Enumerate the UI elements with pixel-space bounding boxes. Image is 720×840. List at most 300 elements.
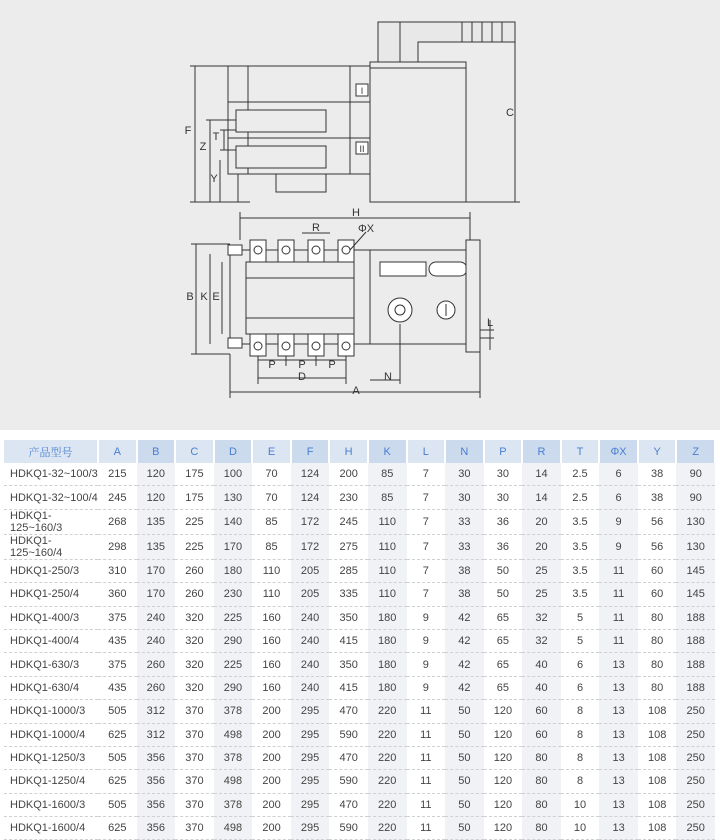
table-row	[4, 793, 715, 816]
dim-label-N: N	[384, 371, 392, 383]
dim-label-p2: P	[298, 359, 306, 371]
table-cell: 50	[445, 746, 484, 769]
table-cell: 415	[329, 676, 368, 699]
table-cell: 110	[368, 583, 407, 606]
cell-model: HDKQ1-1000/3	[4, 700, 98, 723]
table-cell: 108	[638, 770, 677, 793]
table-cell: 25	[522, 583, 561, 606]
table-cell: 130	[214, 486, 253, 509]
table-cell: 295	[291, 793, 330, 816]
header-9: L	[407, 440, 446, 463]
table-cell: 60	[638, 583, 677, 606]
table-cell: 30	[484, 486, 523, 509]
table-cell: 120	[484, 770, 523, 793]
table-cell: 56	[638, 509, 677, 534]
specification-table	[4, 440, 716, 840]
table-cell: 170	[214, 534, 253, 559]
table-cell: 3.5	[561, 534, 600, 559]
table-cell: 245	[329, 509, 368, 534]
table-cell: 80	[638, 676, 677, 699]
table-cell: 6	[599, 486, 638, 509]
table-cell: 90	[676, 486, 715, 509]
table-cell: 170	[137, 583, 176, 606]
table-cell: 13	[599, 723, 638, 746]
table-cell: 65	[484, 676, 523, 699]
dim-label-Z: Z	[199, 141, 207, 153]
header-10: N	[445, 440, 484, 463]
table-cell: 220	[368, 700, 407, 723]
table-cell: 120	[484, 817, 523, 840]
dim-label-F: F	[184, 125, 192, 137]
table-cell: 11	[407, 746, 446, 769]
table-cell: 295	[291, 700, 330, 723]
table-cell: 7	[407, 559, 446, 582]
table-cell: 240	[291, 653, 330, 676]
table-cell: 200	[252, 770, 291, 793]
table-cell: 80	[638, 629, 677, 652]
table-cell: 625	[98, 770, 137, 793]
table-cell: 360	[98, 583, 137, 606]
table-cell: 160	[252, 629, 291, 652]
table-cell: 275	[329, 534, 368, 559]
table-cell: 320	[175, 676, 214, 699]
table-cell: 38	[638, 463, 677, 486]
table-cell: 7	[407, 486, 446, 509]
table-cell: 90	[676, 463, 715, 486]
header-5: E	[252, 440, 291, 463]
table-cell: 85	[252, 534, 291, 559]
table-cell: 50	[445, 817, 484, 840]
header-13: T	[561, 440, 600, 463]
table-cell: 13	[599, 817, 638, 840]
cell-model: HDKQ1-1000/4	[4, 723, 98, 746]
table-row	[4, 746, 715, 769]
table-cell: 85	[252, 509, 291, 534]
table-cell: 260	[137, 653, 176, 676]
table-row	[4, 509, 715, 534]
table-cell: 370	[175, 700, 214, 723]
table-cell: 50	[445, 723, 484, 746]
table-cell: 36	[484, 509, 523, 534]
table-cell: 240	[291, 606, 330, 629]
table-cell: 505	[98, 700, 137, 723]
dim-label-T: T	[212, 131, 220, 143]
table-row	[4, 653, 715, 676]
table-cell: 30	[484, 463, 523, 486]
table-cell: 240	[137, 629, 176, 652]
table-row	[4, 463, 715, 486]
table-cell: 160	[252, 653, 291, 676]
table-cell: 80	[638, 653, 677, 676]
table-cell: 120	[137, 463, 176, 486]
table-cell: 180	[214, 559, 253, 582]
table-cell: 220	[368, 770, 407, 793]
dim-label-C: C	[506, 107, 514, 119]
header-3: C	[175, 440, 214, 463]
table-cell: 110	[368, 559, 407, 582]
table-cell: 470	[329, 746, 368, 769]
table-cell: 225	[214, 653, 253, 676]
table-cell: 13	[599, 770, 638, 793]
table-cell: 145	[676, 559, 715, 582]
table-cell: 42	[445, 653, 484, 676]
table-row	[4, 700, 715, 723]
table-cell: 124	[291, 463, 330, 486]
table-cell: 120	[484, 700, 523, 723]
table-cell: 120	[484, 723, 523, 746]
table-cell: 240	[291, 676, 330, 699]
table-cell: 32	[522, 606, 561, 629]
header-11: P	[484, 440, 523, 463]
table-cell: 2.5	[561, 463, 600, 486]
dim-label-A: A	[352, 385, 360, 397]
table-cell: 260	[175, 559, 214, 582]
table-cell: 250	[676, 746, 715, 769]
table-cell: 200	[329, 463, 368, 486]
table-cell: 5	[561, 629, 600, 652]
table-cell: 120	[484, 746, 523, 769]
table-row	[4, 723, 715, 746]
table-cell: 80	[638, 606, 677, 629]
table-row	[4, 559, 715, 582]
table-cell: 108	[638, 793, 677, 816]
table-cell: 32	[522, 629, 561, 652]
table-row	[4, 486, 715, 509]
table-cell: 6	[561, 676, 600, 699]
table-cell: 130	[676, 534, 715, 559]
table-cell: 65	[484, 653, 523, 676]
dim-label-K: K	[200, 291, 208, 303]
header-1: A	[98, 440, 137, 463]
table-cell: 268	[98, 509, 137, 534]
table-cell: 25	[522, 559, 561, 582]
table-cell: 14	[522, 486, 561, 509]
table-cell: 120	[484, 793, 523, 816]
cell-model: HDKQ1-250/3	[4, 559, 98, 582]
table-cell: 160	[252, 676, 291, 699]
table-cell: 320	[175, 653, 214, 676]
table-cell: 8	[561, 770, 600, 793]
table-row	[4, 770, 715, 793]
table-cell: 505	[98, 746, 137, 769]
table-cell: 38	[445, 559, 484, 582]
table-cell: 250	[676, 793, 715, 816]
table-cell: 240	[137, 606, 176, 629]
table-cell: 30	[445, 463, 484, 486]
table-cell: 200	[252, 817, 291, 840]
table-row	[4, 606, 715, 629]
header-8: K	[368, 440, 407, 463]
table-cell: 220	[368, 817, 407, 840]
table-cell: 110	[368, 534, 407, 559]
table-cell: 10	[561, 817, 600, 840]
table-cell: 370	[175, 746, 214, 769]
table-cell: 350	[329, 606, 368, 629]
table-cell: 13	[599, 653, 638, 676]
table-cell: 240	[291, 629, 330, 652]
table-cell: 335	[329, 583, 368, 606]
table-cell: 350	[329, 653, 368, 676]
table-cell: 230	[214, 583, 253, 606]
table-cell: 42	[445, 676, 484, 699]
table-cell: 135	[137, 534, 176, 559]
table-cell: 245	[98, 486, 137, 509]
table-cell: 188	[676, 653, 715, 676]
table-cell: 356	[137, 770, 176, 793]
table-cell: 50	[445, 700, 484, 723]
side-view	[190, 22, 520, 202]
table-cell: 215	[98, 463, 137, 486]
table-cell: 498	[214, 770, 253, 793]
table-cell: 320	[175, 606, 214, 629]
table-cell: 140	[214, 509, 253, 534]
table-cell: 435	[98, 676, 137, 699]
table-cell: 356	[137, 817, 176, 840]
table-cell: 188	[676, 629, 715, 652]
table-cell: 108	[638, 700, 677, 723]
front-view	[191, 212, 494, 398]
table-cell: 200	[252, 723, 291, 746]
table-cell: 5	[561, 606, 600, 629]
table-cell: 172	[291, 534, 330, 559]
table-cell: 298	[98, 534, 137, 559]
table-cell: 65	[484, 606, 523, 629]
table-row	[4, 583, 715, 606]
dim-label-E: E	[212, 291, 220, 303]
table-cell: 6	[561, 653, 600, 676]
table-cell: 250	[676, 700, 715, 723]
table-cell: 9	[407, 676, 446, 699]
table-cell: 110	[252, 559, 291, 582]
table-cell: 70	[252, 463, 291, 486]
table-cell: 8	[561, 700, 600, 723]
table-cell: 175	[175, 463, 214, 486]
table-cell: 7	[407, 463, 446, 486]
table-cell: 11	[407, 723, 446, 746]
table-cell: 180	[368, 629, 407, 652]
table-cell: 110	[252, 583, 291, 606]
header-12: R	[522, 440, 561, 463]
table-cell: 108	[638, 817, 677, 840]
table-cell: 160	[252, 606, 291, 629]
table-cell: 85	[368, 486, 407, 509]
header-4: D	[214, 440, 253, 463]
table-cell: 13	[599, 793, 638, 816]
cell-model: HDKQ1-32~100/4	[4, 486, 98, 509]
table-cell: 13	[599, 746, 638, 769]
table-cell: 6	[599, 463, 638, 486]
table-cell: 60	[522, 723, 561, 746]
table-cell: 145	[676, 583, 715, 606]
table-cell: 590	[329, 817, 368, 840]
table-cell: 38	[445, 583, 484, 606]
table-cell: 312	[137, 723, 176, 746]
table-cell: 14	[522, 463, 561, 486]
table-cell: 50	[484, 583, 523, 606]
table-cell: 3.5	[561, 509, 600, 534]
table-cell: 11	[407, 793, 446, 816]
table-cell: 80	[522, 770, 561, 793]
table-cell: 180	[368, 653, 407, 676]
table-cell: 9	[599, 534, 638, 559]
table-cell: 85	[368, 463, 407, 486]
table-cell: 378	[214, 700, 253, 723]
table-cell: 295	[291, 723, 330, 746]
dim-label-R: R	[312, 222, 320, 234]
table-cell: 295	[291, 817, 330, 840]
table-cell: 220	[368, 793, 407, 816]
cell-model: HDKQ1-250/4	[4, 583, 98, 606]
table-cell: 220	[368, 723, 407, 746]
table-cell: 172	[291, 509, 330, 534]
table-cell: 225	[175, 534, 214, 559]
table-cell: 370	[175, 770, 214, 793]
table-cell: 378	[214, 746, 253, 769]
table-cell: 38	[638, 486, 677, 509]
table-cell: 225	[214, 606, 253, 629]
table-cell: 8	[561, 746, 600, 769]
table-cell: 50	[445, 793, 484, 816]
table-cell: 3.5	[561, 583, 600, 606]
cell-model: HDKQ1-1250/3	[4, 746, 98, 769]
table-cell: 42	[445, 629, 484, 652]
table-cell: 130	[676, 509, 715, 534]
table-cell: 220	[368, 746, 407, 769]
cell-model: HDKQ1-32~100/3	[4, 463, 98, 486]
table-cell: 11	[599, 629, 638, 652]
table-cell: 625	[98, 817, 137, 840]
table-cell: 370	[175, 793, 214, 816]
table-cell: 11	[407, 700, 446, 723]
dim-label-H: H	[352, 207, 360, 219]
table-cell: 11	[407, 770, 446, 793]
table-cell: 375	[98, 653, 137, 676]
table-cell: 175	[175, 486, 214, 509]
table-cell: 30	[445, 486, 484, 509]
table-cell: 9	[407, 629, 446, 652]
table-cell: 8	[561, 723, 600, 746]
cell-model: HDKQ1-630/4	[4, 676, 98, 699]
table-cell: 11	[599, 559, 638, 582]
dim-label-D: D	[298, 371, 306, 383]
cell-model: HDKQ1-1600/4	[4, 817, 98, 840]
header-15: Y	[638, 440, 677, 463]
table-cell: 56	[638, 534, 677, 559]
table-cell: 295	[291, 746, 330, 769]
table-cell: 70	[252, 486, 291, 509]
table-cell: 470	[329, 793, 368, 816]
table-cell: 498	[214, 817, 253, 840]
table-cell: 290	[214, 676, 253, 699]
cell-model: HDKQ1-125~160/3	[4, 509, 98, 534]
table-row	[4, 629, 715, 652]
table-cell: 13	[599, 700, 638, 723]
header-16: Z	[676, 440, 715, 463]
table-cell: 370	[175, 817, 214, 840]
header-14: ΦX	[599, 440, 638, 463]
table-cell: 260	[175, 583, 214, 606]
table-cell: 20	[522, 534, 561, 559]
table-cell: 2.5	[561, 486, 600, 509]
table-cell: 65	[484, 629, 523, 652]
table-cell: 108	[638, 746, 677, 769]
table-cell: 320	[175, 629, 214, 652]
table-cell: 470	[329, 700, 368, 723]
table-cell: 40	[522, 676, 561, 699]
table-body	[4, 463, 715, 840]
table-row	[4, 676, 715, 699]
header-2: B	[137, 440, 176, 463]
table-cell: 205	[291, 583, 330, 606]
table-cell: 108	[638, 723, 677, 746]
table-cell: 295	[291, 770, 330, 793]
dim-label-p1: P	[268, 359, 276, 371]
table-cell: 356	[137, 746, 176, 769]
table-cell: 310	[98, 559, 137, 582]
cell-model: HDKQ1-125~160/4	[4, 534, 98, 559]
table-cell: 285	[329, 559, 368, 582]
table-cell: 250	[676, 817, 715, 840]
switch-label-i: I	[360, 86, 364, 96]
table-cell: 260	[137, 676, 176, 699]
table-cell: 415	[329, 629, 368, 652]
table-cell: 590	[329, 770, 368, 793]
table-cell: 225	[175, 509, 214, 534]
table-cell: 11	[407, 817, 446, 840]
table-row	[4, 534, 715, 559]
table-cell: 20	[522, 509, 561, 534]
header-model: 产品型号	[4, 440, 98, 463]
table-cell: 40	[522, 653, 561, 676]
table-cell: 13	[599, 676, 638, 699]
table-cell: 80	[522, 817, 561, 840]
table-cell: 11	[599, 583, 638, 606]
table-cell: 80	[522, 746, 561, 769]
table-cell: 250	[676, 770, 715, 793]
table-cell: 60	[522, 700, 561, 723]
table-cell: 9	[407, 653, 446, 676]
table-cell: 120	[137, 486, 176, 509]
table-cell: 230	[329, 486, 368, 509]
table-cell: 9	[599, 509, 638, 534]
table-cell: 435	[98, 629, 137, 652]
cell-model: HDKQ1-630/3	[4, 653, 98, 676]
table-cell: 9	[407, 606, 446, 629]
table-cell: 80	[522, 793, 561, 816]
table-cell: 50	[445, 770, 484, 793]
dim-label-phix: ΦX	[357, 223, 375, 235]
table-cell: 50	[484, 559, 523, 582]
table-cell: 200	[252, 746, 291, 769]
table-cell: 7	[407, 509, 446, 534]
table-cell: 33	[445, 509, 484, 534]
header-6: F	[291, 440, 330, 463]
table-cell: 135	[137, 509, 176, 534]
table-cell: 200	[252, 700, 291, 723]
table-cell: 290	[214, 629, 253, 652]
dim-label-p3: P	[328, 359, 336, 371]
dim-label-Y: Y	[210, 173, 218, 185]
table-cell: 10	[561, 793, 600, 816]
table-cell: 370	[175, 723, 214, 746]
table-cell: 378	[214, 793, 253, 816]
table-cell: 188	[676, 606, 715, 629]
cell-model: HDKQ1-400/4	[4, 629, 98, 652]
table-cell: 42	[445, 606, 484, 629]
table-cell: 200	[252, 793, 291, 816]
table-cell: 312	[137, 700, 176, 723]
table-cell: 110	[368, 509, 407, 534]
